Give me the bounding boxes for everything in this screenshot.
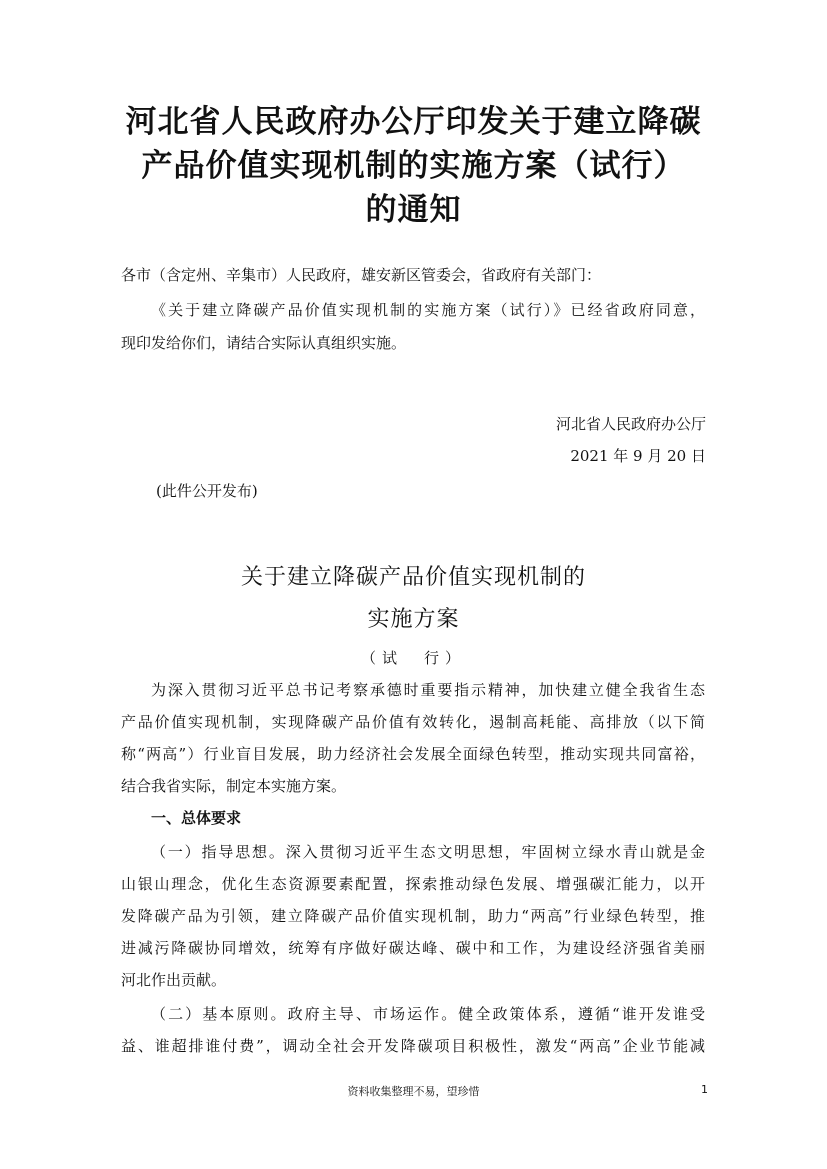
plan-title: 实施方案 — [367, 607, 460, 632]
notice-title-line: 产品价值实现机制的实施方案（试行） — [141, 148, 686, 184]
intro-line: 产品价值实现机制，实现降碳产品价值有效转化，遏制高耗能、高排放（以下简 — [121, 713, 705, 731]
issue-date: 2021 年 9 月 20 日 — [570, 447, 706, 465]
intro-line: 为深入贯彻习近平总书记考察承德时重要指示精神，加快建立健全我省生态 — [151, 681, 705, 699]
notice-title-line: 的通知 — [365, 192, 462, 228]
page-number: 1 — [701, 1083, 708, 1096]
intro-line: 称“两高”）行业盲目发展，助力经济社会发展全面绿色转型，推动实现共同富裕， — [121, 745, 705, 763]
intro-line: 结合我省实际，制定本实施方案。 — [121, 777, 347, 795]
notice-body-line: 《关于建立降碳产品价值实现机制的实施方案（试行）》已经省政府同意， — [151, 301, 705, 319]
addressee: 各市（含定州、辛集市）人民政府，雄安新区管委会，省政府有关部门： — [121, 266, 602, 284]
plan-title: 关于建立降碳产品价值实现机制的 — [240, 565, 586, 590]
publication-note: (此件公开发布) — [156, 482, 258, 500]
notice-title — [60, 100, 767, 232]
plan-subtitle: （试 行） — [360, 649, 466, 667]
paragraph-line: 发降碳产品为引领，建立降碳产品价值实现机制，助力“两高”行业绿色转型，推 — [121, 907, 705, 925]
notice-body-line: 现印发给你们，请结合实际认真组织实施。 — [121, 334, 407, 352]
paragraph-line: 益、谁超排谁付费”，调动全社会开发降碳项目积极性，激发“两高”企业节能减 — [121, 1037, 705, 1055]
paragraph-line: 山银山理念，优化生态资源要素配置，探索推动绿色发展、增强碳汇能力，以开 — [121, 875, 705, 893]
paragraph-line: （二）基本原则。政府主导、市场运作。健全政策体系，遵循“谁开发谁受 — [151, 1005, 705, 1023]
issuer: 河北省人民政府办公厅 — [555, 415, 706, 433]
notice-title-line: 河北省人民政府办公厅印发关于建立降碳 — [125, 104, 702, 140]
section-heading: 一、总体要求 — [151, 809, 242, 827]
paragraph-line: 河北作出贡献。 — [121, 971, 227, 989]
paragraph-line: 进减污降碳协同增效，统筹有序做好碳达峰、碳中和工作，为建设经济强省美丽 — [121, 939, 705, 957]
paragraph-line: （一）指导思想。深入贯彻习近平生态文明思想，牢固树立绿水青山就是金 — [151, 843, 705, 861]
footer-note: 资料收集整理不易，望珍惜 — [347, 1085, 480, 1098]
